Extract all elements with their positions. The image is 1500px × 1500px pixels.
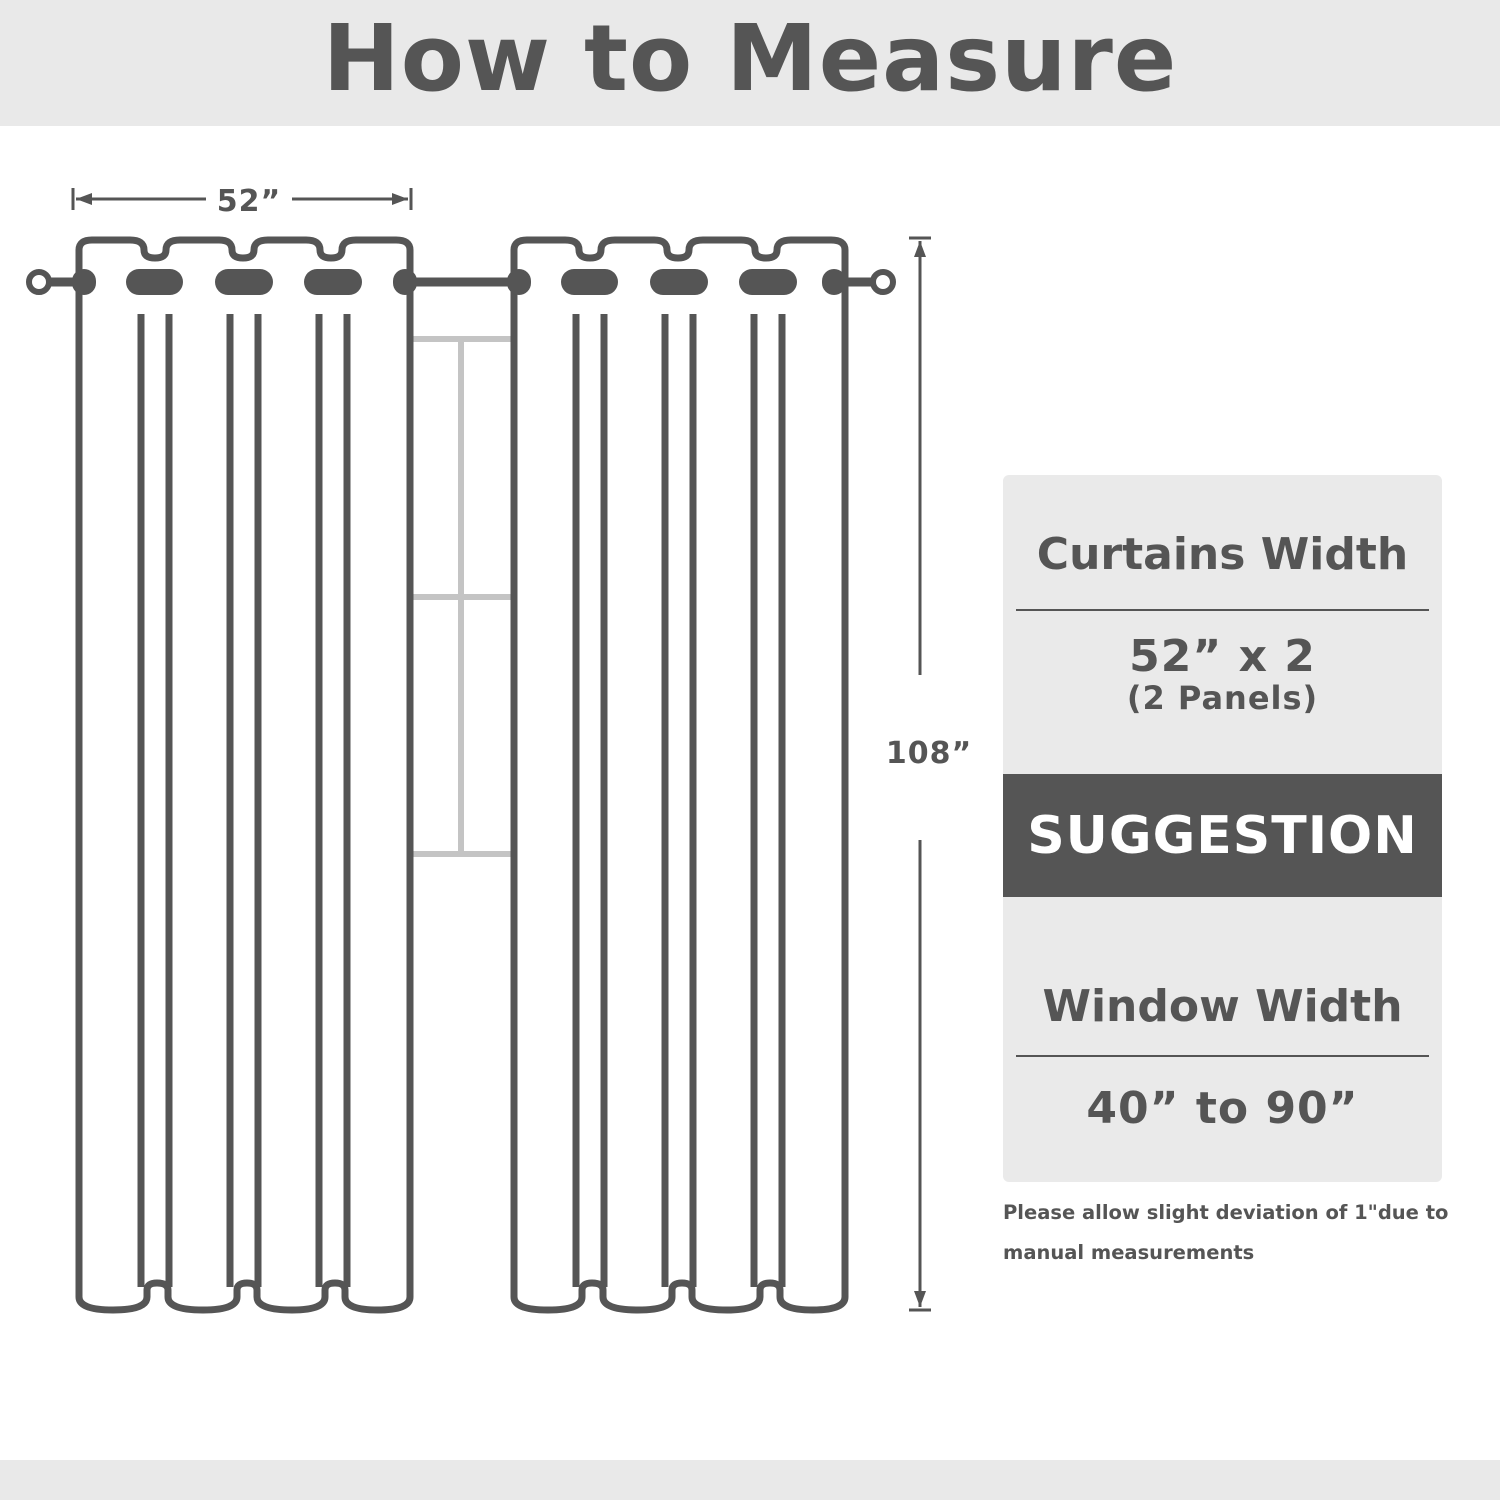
grommet [650, 269, 708, 295]
divider [1016, 1055, 1429, 1057]
panel-count-note: (2 Panels) [1126, 679, 1319, 717]
grommet [507, 269, 531, 295]
grommet [739, 269, 797, 295]
grommet [126, 269, 183, 295]
window-frame [410, 339, 512, 854]
grommet [561, 269, 618, 295]
curtains-width-value: 52” x 2 [1129, 631, 1316, 682]
length-dimension [909, 238, 931, 1310]
curtain-panel-left [72, 240, 417, 1310]
suggestion-card [1003, 475, 1442, 1182]
grommet [215, 269, 273, 295]
grommet [393, 269, 417, 295]
window-width-heading: Window Width [1042, 981, 1403, 1032]
curtain-panel-right [507, 240, 846, 1310]
length-label: 108” [885, 736, 973, 771]
curtains-width-heading: Curtains Width [1036, 529, 1409, 580]
window-width-value: 40” to 90” [1086, 1083, 1359, 1134]
grommet [304, 269, 362, 295]
width-label: 52” [216, 184, 282, 219]
rod-finial-left [29, 272, 49, 292]
suggestion-bar [1003, 774, 1442, 897]
footer-band [0, 1460, 1500, 1500]
rod-finial-right [873, 272, 893, 292]
measurement-note: Please allow slight deviation of 1"due to manual measurements [1003, 1201, 1449, 1264]
page-title: How to Measure [322, 5, 1178, 112]
divider [1016, 609, 1429, 611]
grommet [72, 269, 96, 295]
grommet [822, 269, 846, 295]
suggestion-label: SUGGESTION [1027, 805, 1418, 866]
